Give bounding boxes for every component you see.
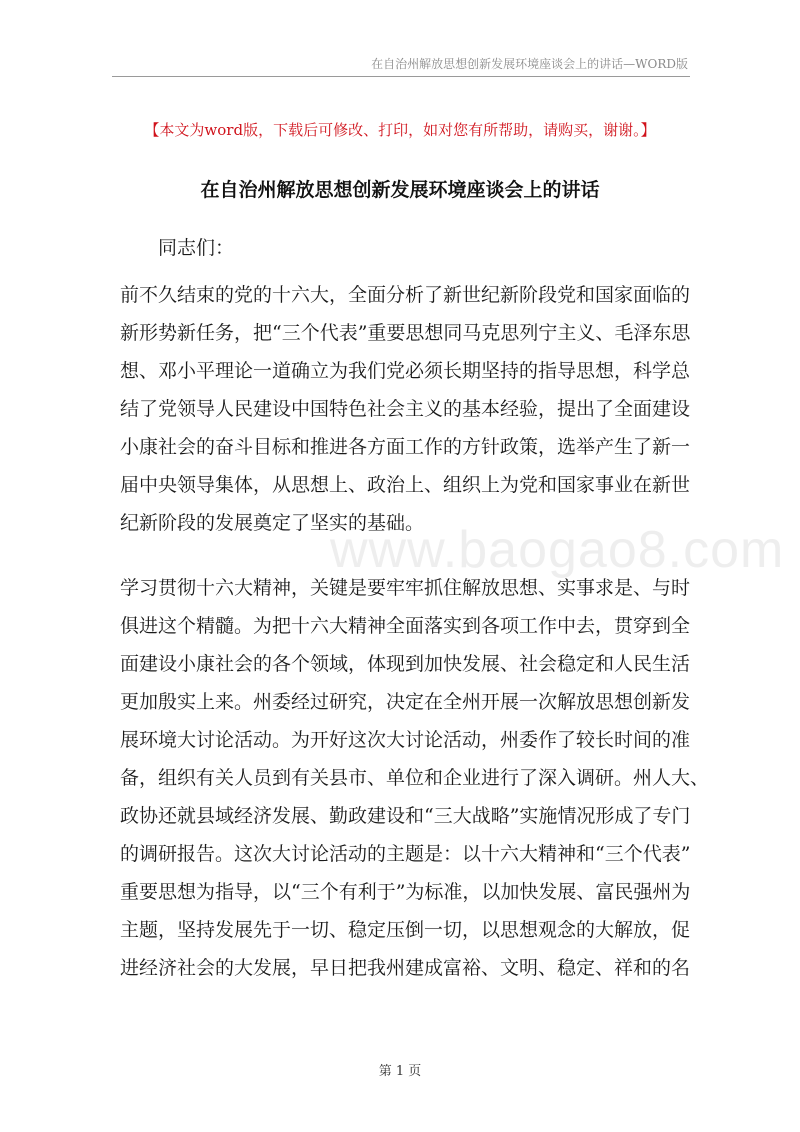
page-number: 第 1 页 xyxy=(378,1064,422,1079)
paragraph-line: 纪新阶段的发展奠定了坚实的基础。 xyxy=(120,512,425,534)
paragraph-line: 主题，坚持发展先于一切、稳定压倒一切，以思想观念的大解放，促 xyxy=(120,919,691,941)
document-title: 在自治州解放思想创新发展环境座谈会上的讲话 xyxy=(200,179,600,201)
paragraph-line: 学习贯彻十六大精神，关键是要牢牢抓住解放思想、实事求是、与时 xyxy=(120,577,691,599)
paragraph-2 xyxy=(120,569,710,987)
paragraph-line: 重要思想为指导，以“三个有利于”为标准，以加快发展、富民强州为 xyxy=(120,881,691,903)
salutation: 同志们： xyxy=(158,237,235,259)
paragraph-line: 前不久结束的党的十六大，全面分析了新世纪新阶段党和国家面临的 xyxy=(120,284,691,306)
paragraph-line: 俱进这个精髓。为把十六大精神全面落实到各项工作中去，贯穿到全 xyxy=(120,615,691,637)
paragraph-line: 新形势新任务，把“三个代表”重要思想同马克思列宁主义、毛泽东思 xyxy=(120,322,691,344)
paragraph-line: 小康社会的奋斗目标和推进各方面工作的方针政策，选举产生了新一 xyxy=(120,436,691,458)
header-divider xyxy=(112,76,690,77)
watermark: www.baogao8.com xyxy=(330,521,785,579)
running-header: 在自治州解放思想创新发展环境座谈会上的讲话—WORD版 xyxy=(371,57,688,71)
paragraph-line: 届中央领导集体，从思想上、政治上、组织上为党和国家事业在新世 xyxy=(120,474,691,496)
paragraph-line: 面建设小康社会的各个领域，体现到加快发展、社会稳定和人民生活 xyxy=(120,653,691,675)
paragraph-line: 想、邓小平理论一道确立为我们党必须长期坚持的指导思想，科学总 xyxy=(120,360,691,382)
paragraph-line: 备，组织有关人员到有关县市、单位和企业进行了深入调研。州人大、 xyxy=(120,767,710,789)
paragraph-line: 结了党领导人民建设中国特色社会主义的基本经验，提出了全面建设 xyxy=(120,398,691,420)
purchase-notice: 【本文为word版，下载后可修改、打印，如对您有所帮助，请购买，谢谢。】 xyxy=(144,121,656,139)
paragraph-line: 的调研报告。这次大讨论活动的主题是：以十六大精神和“三个代表” xyxy=(120,843,691,865)
paragraph-line: 展环境大讨论活动。为开好这次大讨论活动，州委作了较长时间的准 xyxy=(120,729,691,751)
paragraph-line: 政协还就县域经济发展、勤政建设和“三大战略”实施情况形成了专门 xyxy=(120,805,691,827)
paragraph-line: 进经济社会的大发展，早日把我州建成富裕、文明、稳定、祥和的名 xyxy=(120,957,691,979)
paragraph-line: 更加殷实上来。州委经过研究，决定在全州开展一次解放思想创新发 xyxy=(120,691,691,713)
paragraph-1 xyxy=(120,276,691,542)
